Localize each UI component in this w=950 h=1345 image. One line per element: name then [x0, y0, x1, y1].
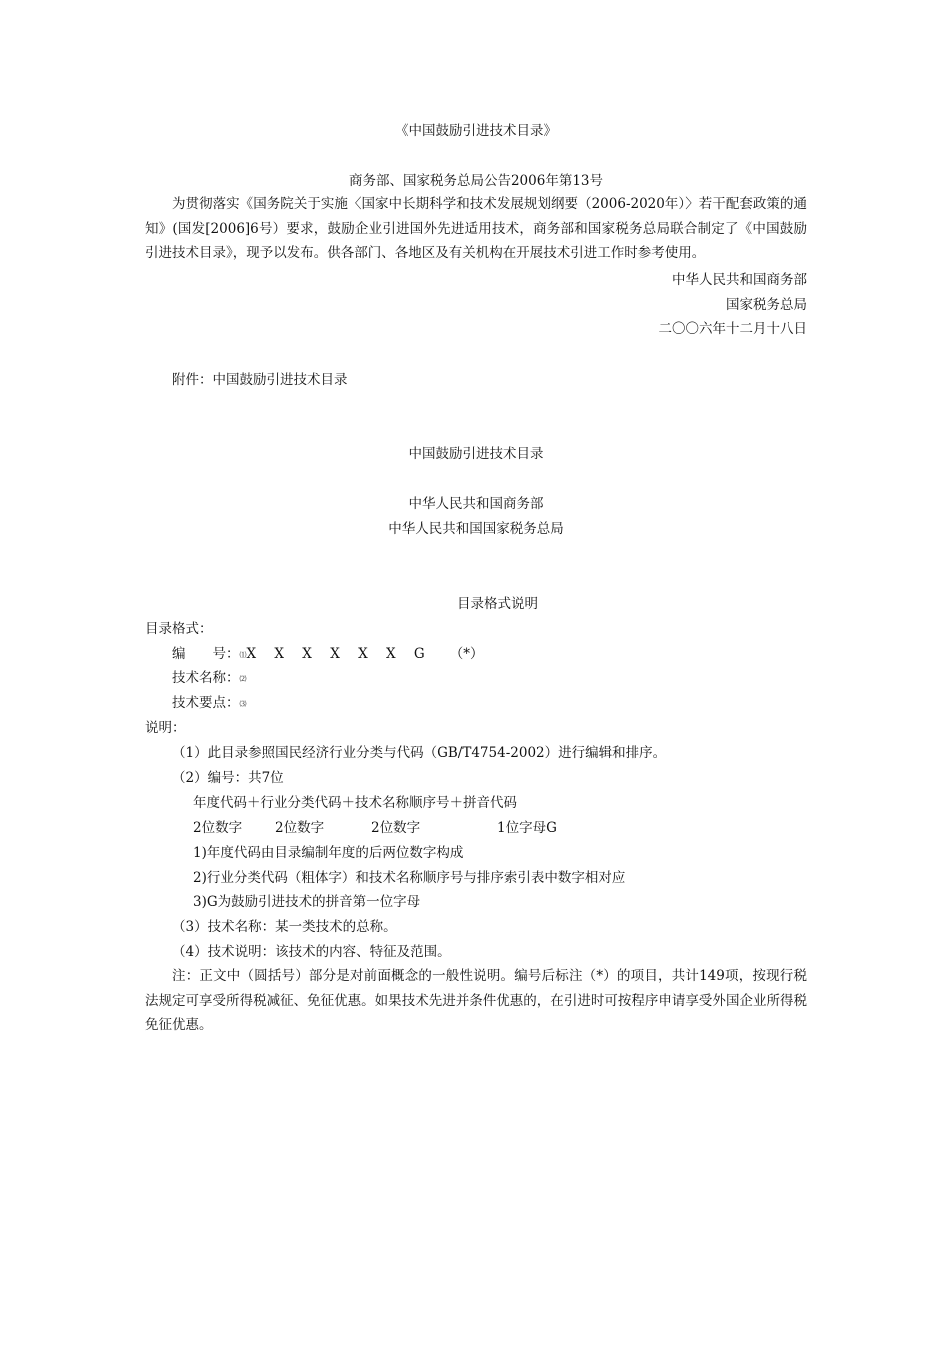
- intro-paragraph: 为贯彻落实《国务院关于实施〈国家中长期科学和技术发展规划纲要（2006-2020年）〉若干配套政策的通知》(国发[2006]6号）要求，鼓励企业引进国外先进适用技术，商务部和国家税务总局联合制定了《中国鼓励引进技术目录》，现予以发布。供各部门、各地区及有关机构在开展技术引进工作时参考使用。: [145, 196, 807, 261]
- points-label: 技术要点：: [172, 695, 240, 711]
- announcement-number: 商务部、国家税务总局公告2006年第13号: [348, 173, 604, 189]
- explanation-label: 说明：: [145, 720, 186, 736]
- issuer-tax-bureau: 中华人民共和国国家税务总局: [388, 521, 564, 537]
- note-paragraph: 注：正文中（圆括号）部分是对前面概念的一般性说明。编号后标注（*）的项目，共计149项，按现行税法规定可享受所得税减征、免征优惠。如果技术先进并条件优惠的，在引进时可按程序申请享受外国企业所得税免征优惠。: [145, 968, 807, 1033]
- sub-explanation-3: 3)G为鼓励引进技术的拼音第一位字母: [193, 894, 421, 910]
- sub-explanation-2: 2)行业分类代码（粗体字）和技术名称顺序号与排序索引表中数字相对应: [193, 870, 626, 886]
- attachment-line: 附件：中国鼓励引进技术目录: [172, 372, 348, 388]
- points-marker: ⑶: [239, 700, 247, 708]
- explanation-3: （3）技术名称：某一类技术的总称。: [172, 919, 397, 935]
- digit-letter: 1位字母G: [497, 820, 557, 836]
- digit-year: 2位数字: [193, 820, 243, 836]
- name-marker: ⑵: [239, 675, 247, 683]
- name-label: 技术名称：: [172, 670, 240, 686]
- signature-tax-bureau: 国家税务总局: [726, 297, 807, 313]
- explanation-4: （4）技术说明：该技术的内容、特征及范围。: [172, 944, 451, 960]
- digit-industry: 2位数字: [275, 820, 325, 836]
- explanation-1: （1）此目录参照国民经济行业分类与代码（GB/T4754-2002）进行编辑和排序。: [172, 745, 667, 761]
- code-composition: 年度代码＋行业分类代码＋技术名称顺序号＋拼音代码: [193, 795, 517, 811]
- number-value: X X X X X X G: [246, 646, 432, 662]
- catalog-title: 中国鼓励引进技术目录: [408, 446, 544, 462]
- digit-sequence: 2位数字: [371, 820, 421, 836]
- format-label: 目录格式：: [145, 621, 213, 637]
- format-heading: 目录格式说明: [457, 596, 538, 612]
- number-star: （*）: [449, 646, 484, 662]
- number-marker: ⑴: [239, 651, 247, 659]
- signature-ministry: 中华人民共和国商务部: [672, 272, 807, 288]
- format-row-points: [172, 693, 834, 714]
- explanation-2: （2）编号：共7位: [172, 770, 284, 786]
- format-row-number: [172, 644, 834, 665]
- sub-explanation-1: 1)年度代码由目录编制年度的后两位数字构成: [193, 845, 464, 861]
- issuer-ministry: 中华人民共和国商务部: [408, 496, 544, 512]
- number-label: 编 号：: [172, 646, 240, 662]
- document-title: 《中国鼓励引进技术目录》: [395, 123, 557, 139]
- format-row-name: [172, 668, 834, 689]
- signature-date: 二〇〇六年十二月十八日: [658, 321, 807, 337]
